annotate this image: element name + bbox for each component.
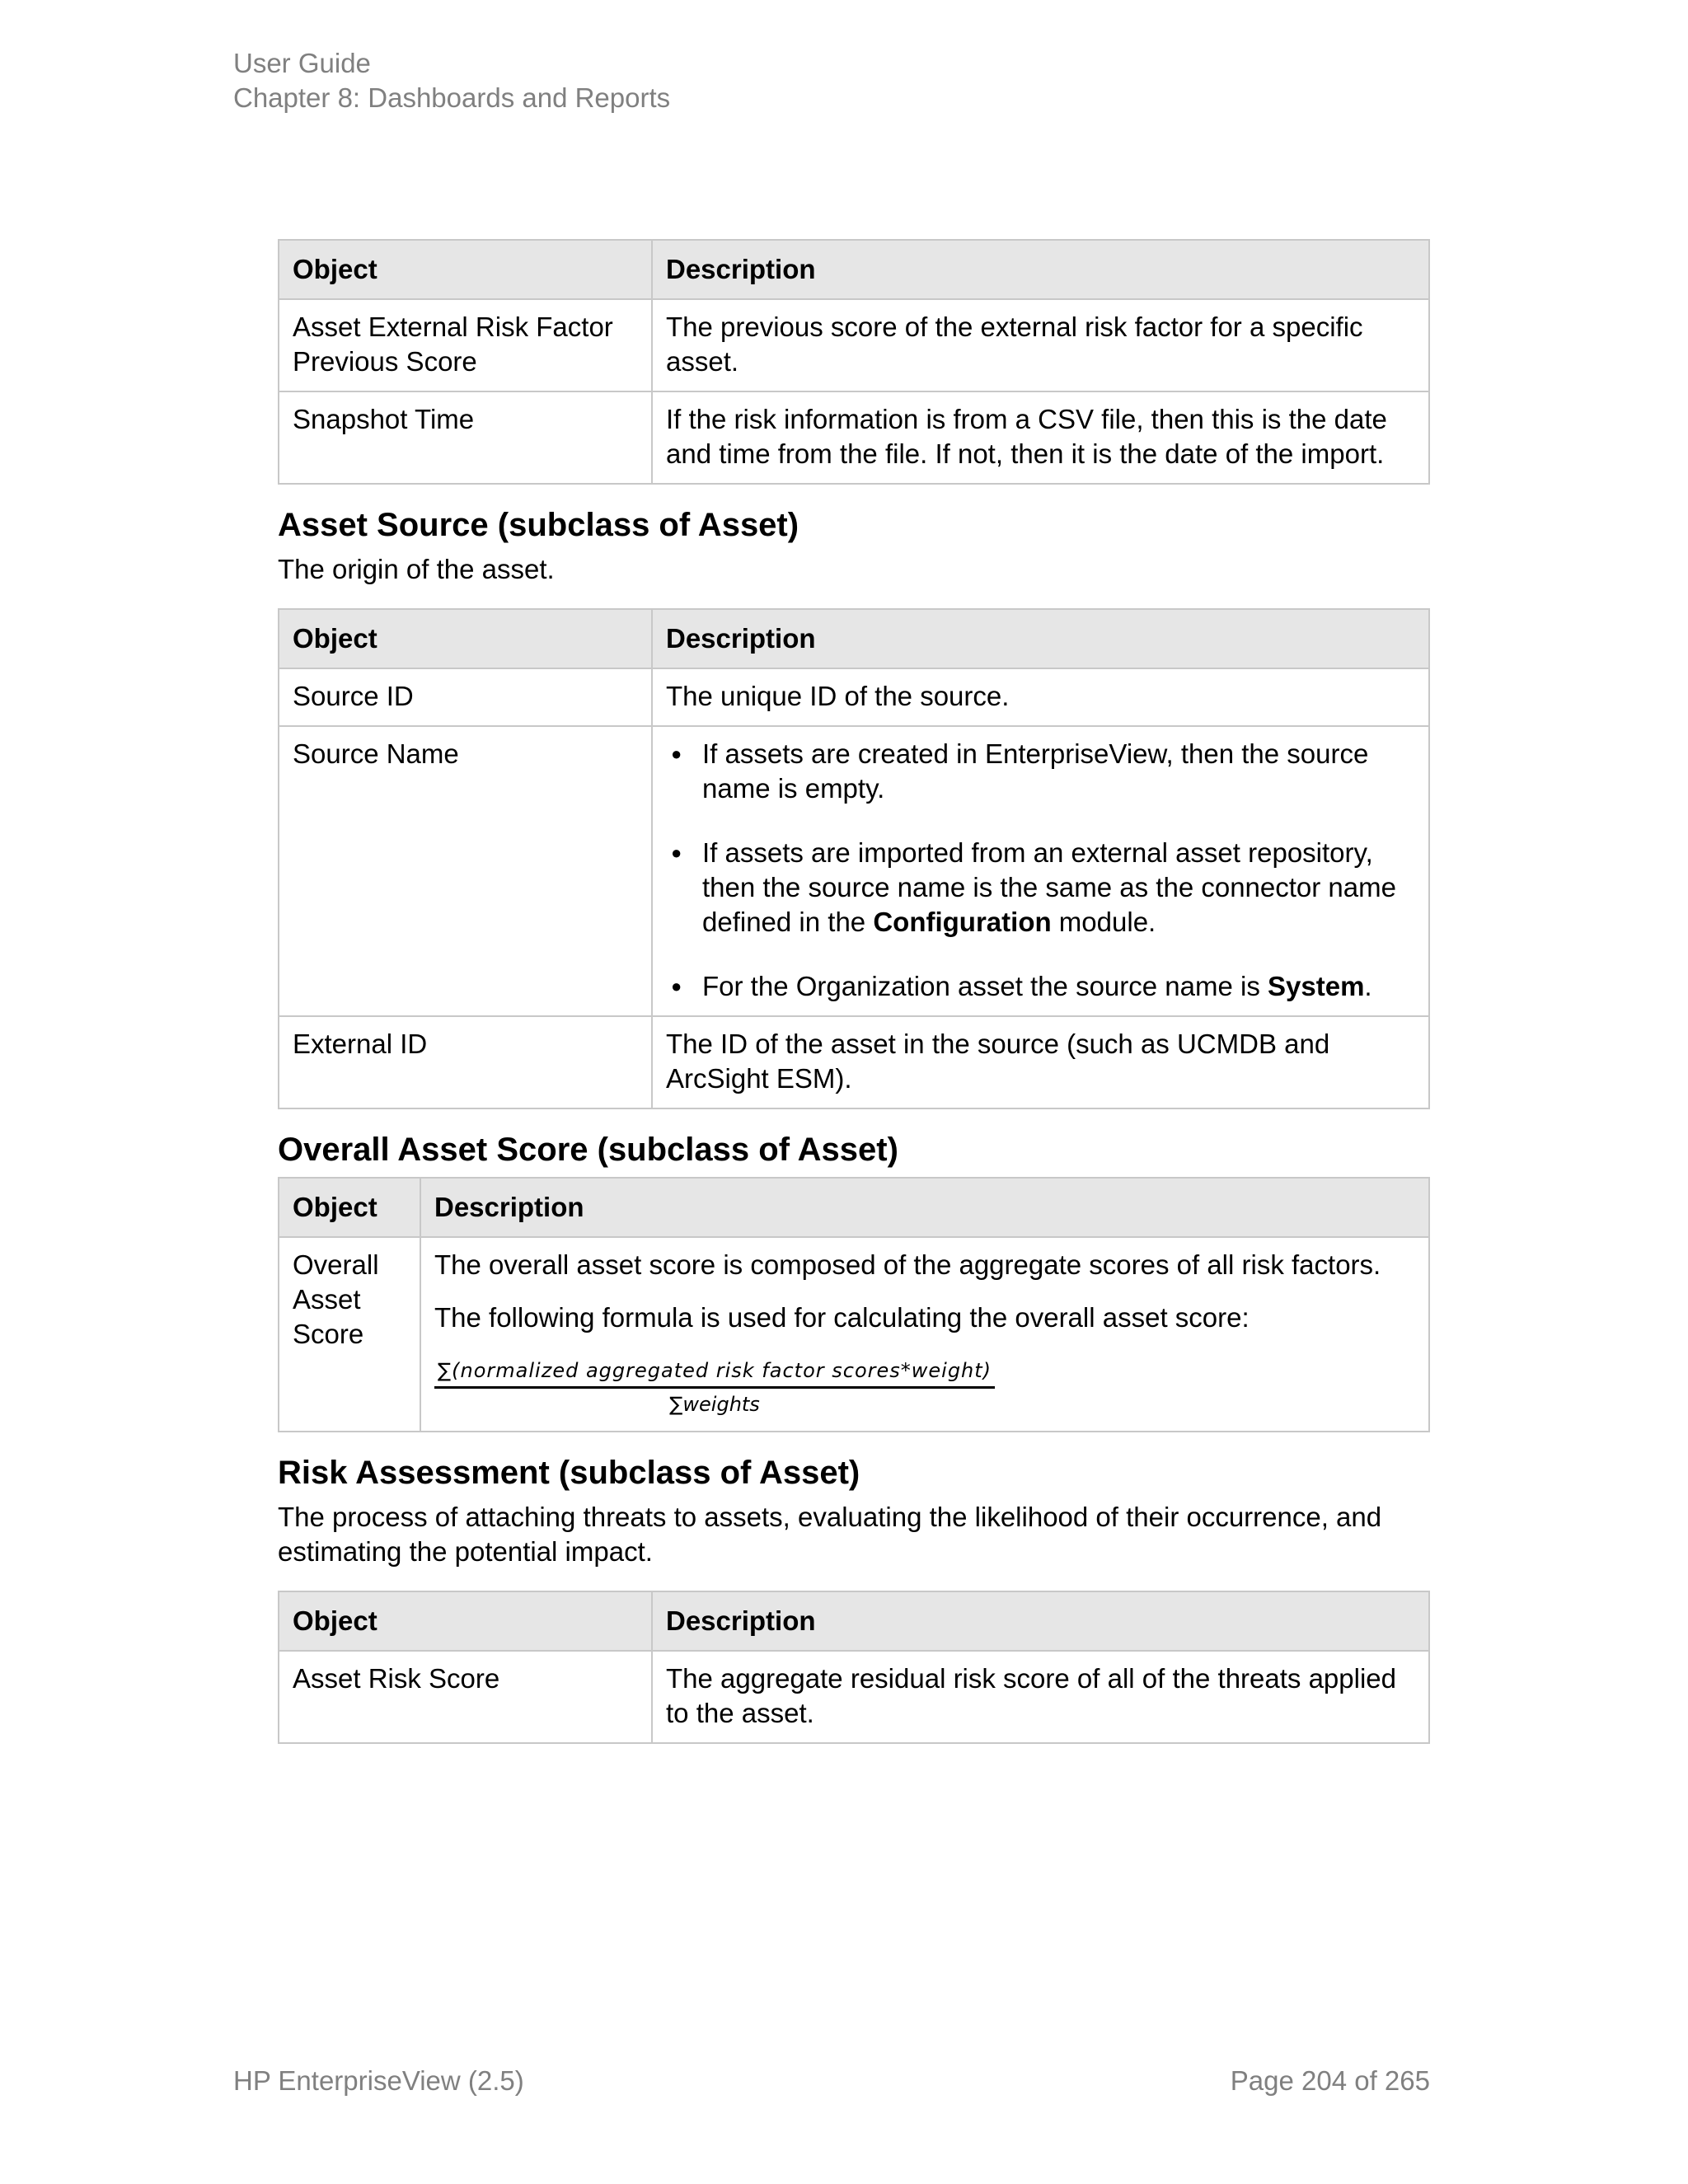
list-item-text: For the Organization asset the source name is xyxy=(702,971,1268,1001)
description-cell: The aggregate residual risk score of all of the threats applied to the asset. xyxy=(652,1651,1429,1743)
page-content xyxy=(278,239,1430,1744)
description-cell xyxy=(652,726,1429,1016)
list-item xyxy=(666,737,1415,806)
object-cell: Snapshot Time xyxy=(279,391,652,484)
description-cell xyxy=(420,1237,1429,1432)
description-cell: The ID of the asset in the source (such as UCMDB and ArcSight ESM). xyxy=(652,1016,1429,1108)
section-intro-asset-source: The origin of the asset. xyxy=(278,554,555,584)
column-header-description: Description xyxy=(652,240,1429,299)
column-header-description: Description xyxy=(652,609,1429,668)
column-header-description: Description xyxy=(420,1178,1429,1237)
bullet-dot-icon: ● xyxy=(671,842,682,863)
description-cell: The unique ID of the source. xyxy=(652,668,1429,726)
column-header-object: Object xyxy=(279,1591,652,1651)
footer-product-name: HP EnterpriseView (2.5) xyxy=(233,2065,524,2096)
description-cell: The previous score of the external risk factor for a specific asset. xyxy=(652,299,1429,391)
table-header-row xyxy=(279,1178,1429,1237)
bullet-dot-icon: ● xyxy=(671,743,682,764)
column-header-object: Object xyxy=(279,240,652,299)
table-header-row xyxy=(279,1591,1429,1651)
column-header-description: Description xyxy=(652,1591,1429,1651)
section-title-asset-source: Asset Source (subclass of Asset) xyxy=(278,507,799,543)
header-doc-title: User Guide xyxy=(233,48,371,78)
footer-page-number: Page 204 of 265 xyxy=(1230,2065,1430,2096)
object-cell: Asset External Risk Factor Previous Score xyxy=(279,299,652,391)
table-row xyxy=(279,299,1429,391)
overall-score-table xyxy=(278,1177,1430,1432)
table-row xyxy=(279,1016,1429,1108)
table-row xyxy=(279,1237,1429,1432)
table-row xyxy=(279,1651,1429,1743)
object-cell: Source Name xyxy=(279,726,652,1016)
bullet-list xyxy=(666,737,1415,1004)
section-title-risk-assessment: Risk Assessment (subclass of Asset) xyxy=(278,1455,860,1491)
description-paragraph: The following formula is used for calculating the overall asset score: xyxy=(434,1302,1250,1333)
list-item-text: If assets are imported from an external asset repository, then the source name is the same as the connector name defined in the xyxy=(702,837,1396,937)
header-chapter-title: Chapter 8: Dashboards and Reports xyxy=(233,82,671,113)
object-cell: Asset Risk Score xyxy=(279,1651,652,1743)
description-paragraph: The overall asset score is composed of the aggregate scores of all risk factors. xyxy=(434,1249,1381,1280)
list-item-text-end: module. xyxy=(1051,907,1156,937)
risk-assessment-table xyxy=(278,1591,1430,1744)
table-header-row xyxy=(279,609,1429,668)
list-item-text: If assets are created in EnterpriseView, then the source name is empty. xyxy=(702,738,1369,804)
list-item xyxy=(666,969,1415,1004)
score-formula xyxy=(434,1358,995,1417)
list-item xyxy=(666,836,1415,940)
object-cell: Source ID xyxy=(279,668,652,726)
bullet-dot-icon: ● xyxy=(671,976,682,996)
description-cell: If the risk information is from a CSV file, then this is the date and time from the file. If not, then it is the date of the import. xyxy=(652,391,1429,484)
formula-denominator: ∑weights xyxy=(669,1393,760,1416)
object-cell: Overall Asset Score xyxy=(279,1237,420,1432)
table-row xyxy=(279,668,1429,726)
section-title-overall-score: Overall Asset Score (subclass of Asset) xyxy=(278,1132,898,1168)
formula-numerator: ∑(normalized aggregated risk factor scores*weight) xyxy=(434,1358,995,1389)
asset-source-table xyxy=(278,608,1430,1109)
section-intro-risk-assessment: The process of attaching threats to assets, evaluating the likelihood of their occurrence, and estimating the potential impact. xyxy=(278,1502,1382,1567)
risk-factor-table xyxy=(278,239,1430,485)
page-header xyxy=(233,46,670,115)
system-term: System xyxy=(1268,971,1365,1001)
table-header-row xyxy=(279,240,1429,299)
column-header-object: Object xyxy=(279,609,652,668)
table-row xyxy=(279,726,1429,1016)
configuration-term: Configuration xyxy=(873,907,1052,937)
column-header-object: Object xyxy=(279,1178,420,1237)
object-cell: External ID xyxy=(279,1016,652,1108)
list-item-text-end: . xyxy=(1364,971,1372,1001)
table-row xyxy=(279,391,1429,484)
